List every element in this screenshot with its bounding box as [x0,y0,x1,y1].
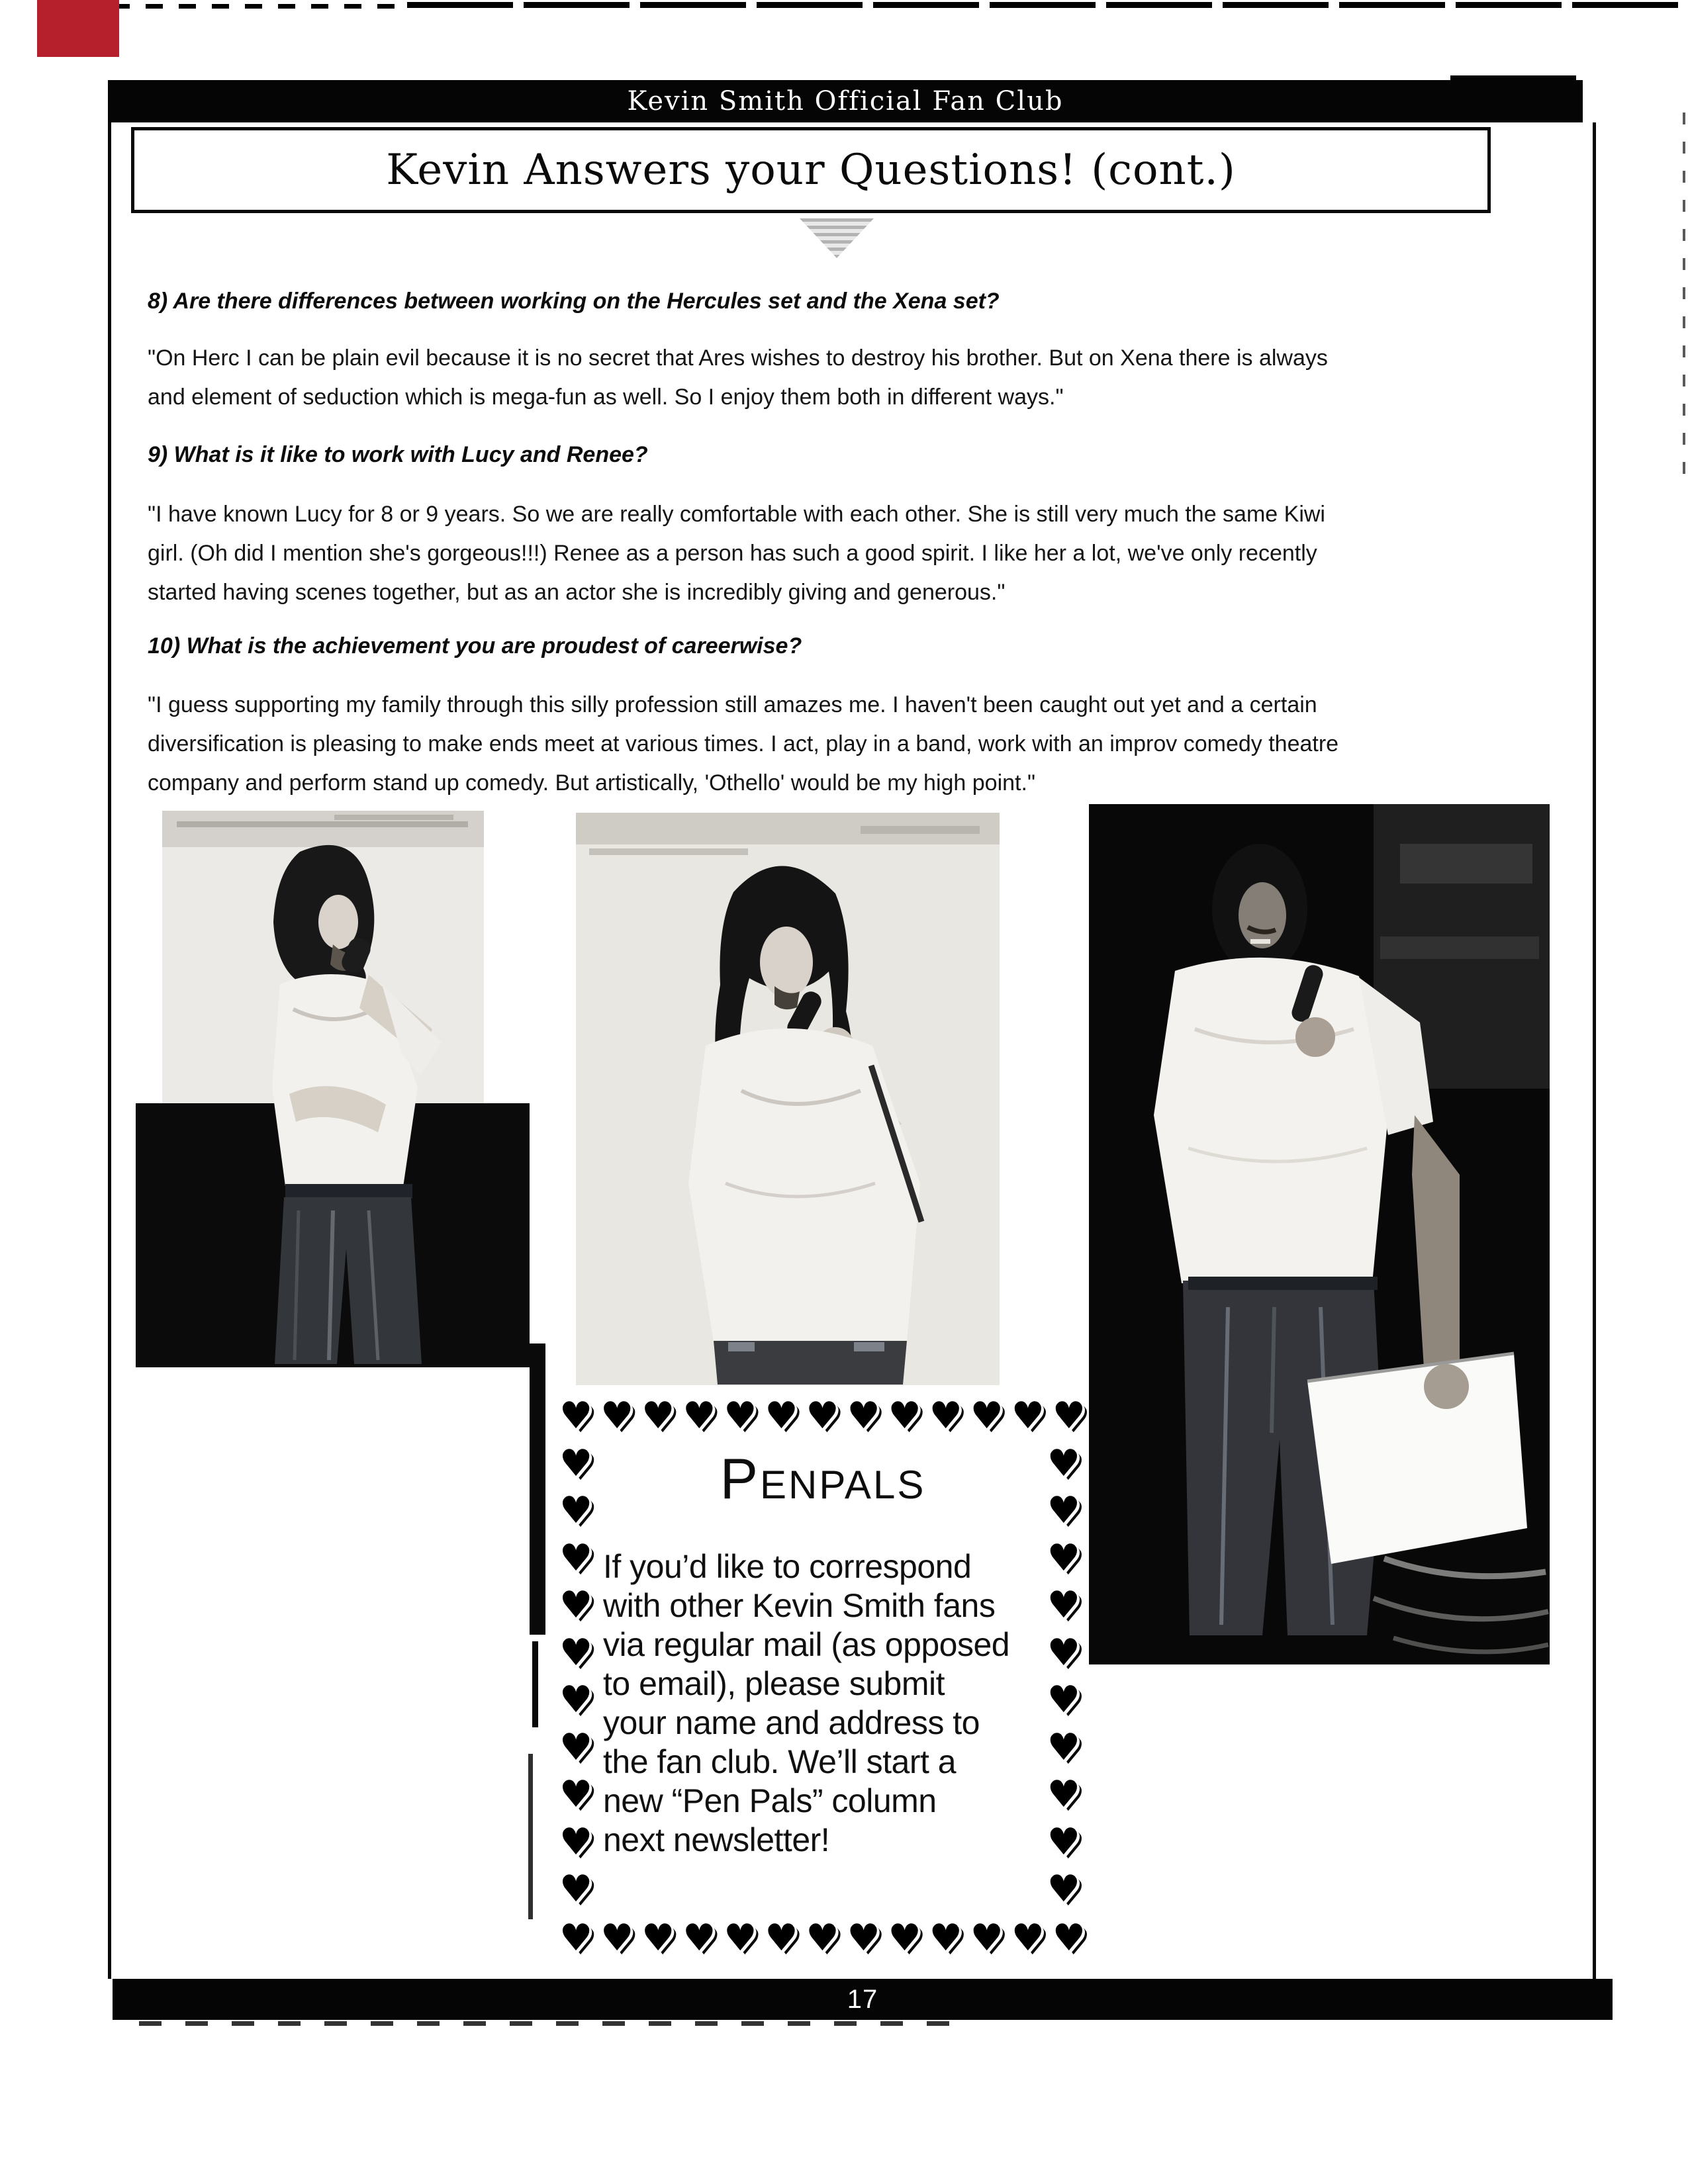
heart-icon: ♥ [559,1489,593,1533]
photo-kevin-singing-center [576,813,1000,1385]
heart-icon: ♥ [1011,1917,1045,1960]
heart-icon: ♥ [559,1678,593,1722]
heart-icon: ♥ [600,1917,634,1960]
heart-icon: ♥ [970,1917,1004,1960]
heart-icon: ♥ [1047,1867,1080,1911]
penpals-text: If you’d like to correspond with other Kevin Smith fans via regular mail (as opposed to email), please submit your name and address to the fan club. We’ll start a new “Pen Pals” column next newsletter! [603,1548,1010,1858]
heart-icon: ♥ [559,1867,593,1911]
page-frame-left-border [108,122,111,1979]
scan-artifact-right-dashes [1683,113,1685,483]
question-9: 9) What is it like to work with Lucy and Renee? [148,442,648,467]
penpals-title: Penpals [720,1447,926,1511]
scan-artifact-bottom-dashes [139,2021,966,2026]
penpals-box [559,1394,1086,1960]
answer-8: "On Herc I can be plain evil because it is no secret that Ares wishes to destroy his brother. But on Xena there is always and element of seduction which is mega-fun as well. So I enjoy them both in different ways." [148,345,1328,410]
heart-icon: ♥ [929,1917,962,1960]
title-banner [131,127,1491,213]
heart-icon: ♥ [559,1394,593,1437]
heart-icon: ♥ [1047,1631,1080,1674]
heart-icon: ♥ [559,1631,593,1674]
heart-icon: ♥ [765,1394,798,1437]
heart-icon: ♥ [888,1394,921,1437]
question-10: 10) What is the achievement you are proudest of careerwise? [148,633,802,659]
heart-icon: ♥ [1047,1820,1080,1864]
heart-icon: ♥ [1047,1678,1080,1722]
heart-icon: ♥ [724,1917,757,1960]
scan-artifact-top-dashes [79,4,404,9]
question-8: 8) Are there differences between working on the Hercules set and the Xena set? [148,289,1000,314]
header-bar [108,80,1583,122]
heart-icon: ♥ [559,1820,593,1864]
hearts-border-bottom [559,1917,1086,1960]
heart-icon: ♥ [765,1917,798,1960]
page-number: 17 [847,1984,878,2014]
hearts-border-left [559,1442,593,1911]
scan-streak [530,1343,545,1635]
heart-icon: ♥ [806,1917,839,1960]
hearts-border-right [1047,1442,1080,1911]
heart-icon: ♥ [641,1917,675,1960]
heart-icon: ♥ [970,1394,1004,1437]
heart-icon: ♥ [559,1536,593,1580]
heart-icon: ♥ [847,1917,880,1960]
heart-icon: ♥ [641,1394,675,1437]
heart-icon: ♥ [847,1394,880,1437]
photo-kevin-holding-notes-right [1089,804,1550,1664]
heart-icon: ♥ [559,1442,593,1485]
photo-kevin-singing-left [136,811,530,1367]
heart-icon: ♥ [682,1394,716,1437]
scan-artifact-top-line [407,2,1688,8]
heart-icon: ♥ [1052,1917,1086,1960]
heart-icon: ♥ [600,1394,634,1437]
heart-icon: ♥ [559,1584,593,1627]
club-name: Kevin Smith Official Fan Club [627,86,1064,116]
scan-streak [528,1754,533,1919]
answer-10: "I guess supporting my family through this silly profession still amazes me. I haven't been caught out yet and a certain diversification is pleasing to make ends meet at various times. I act, play in a band, work with an improv comedy theatre company and perform stand up comedy. But artistically, 'Othello' would be my high point." [148,692,1339,796]
heart-icon: ♥ [559,1917,593,1960]
heart-icon: ♥ [1011,1394,1045,1437]
heart-icon: ♥ [1052,1394,1086,1437]
heart-icon: ♥ [1047,1584,1080,1627]
heart-icon: ♥ [559,1725,593,1769]
heart-icon: ♥ [806,1394,839,1437]
heart-icon: ♥ [1047,1536,1080,1580]
heart-icon: ♥ [1047,1725,1080,1769]
page-frame-right-border [1593,122,1596,1979]
answer-9: "I have known Lucy for 8 or 9 years. So we are really comfortable with each other. She is still very much the same Kiwi girl. (Oh did I mention she's gorgeous!!!) Renee as a person has such a good spirit. I like her a lot, we've only recently started having scenes together, but as an actor she is incredibly giving and generous." [148,502,1325,605]
heart-icon: ♥ [559,1773,593,1817]
red-scan-mark [37,0,119,57]
page-title: Kevin Answers your Questions! (cont.) [386,146,1236,195]
heart-icon: ♥ [888,1917,921,1960]
heart-icon: ♥ [1047,1773,1080,1817]
heart-icon: ♥ [1047,1442,1080,1485]
heart-icon: ♥ [724,1394,757,1437]
scan-streak [532,1641,538,1727]
down-arrow-icon [800,218,874,258]
heart-icon: ♥ [929,1394,962,1437]
footer-bar [113,1979,1613,2020]
heart-icon: ♥ [1047,1489,1080,1533]
hearts-border-top [559,1394,1086,1437]
heart-icon: ♥ [682,1917,716,1960]
